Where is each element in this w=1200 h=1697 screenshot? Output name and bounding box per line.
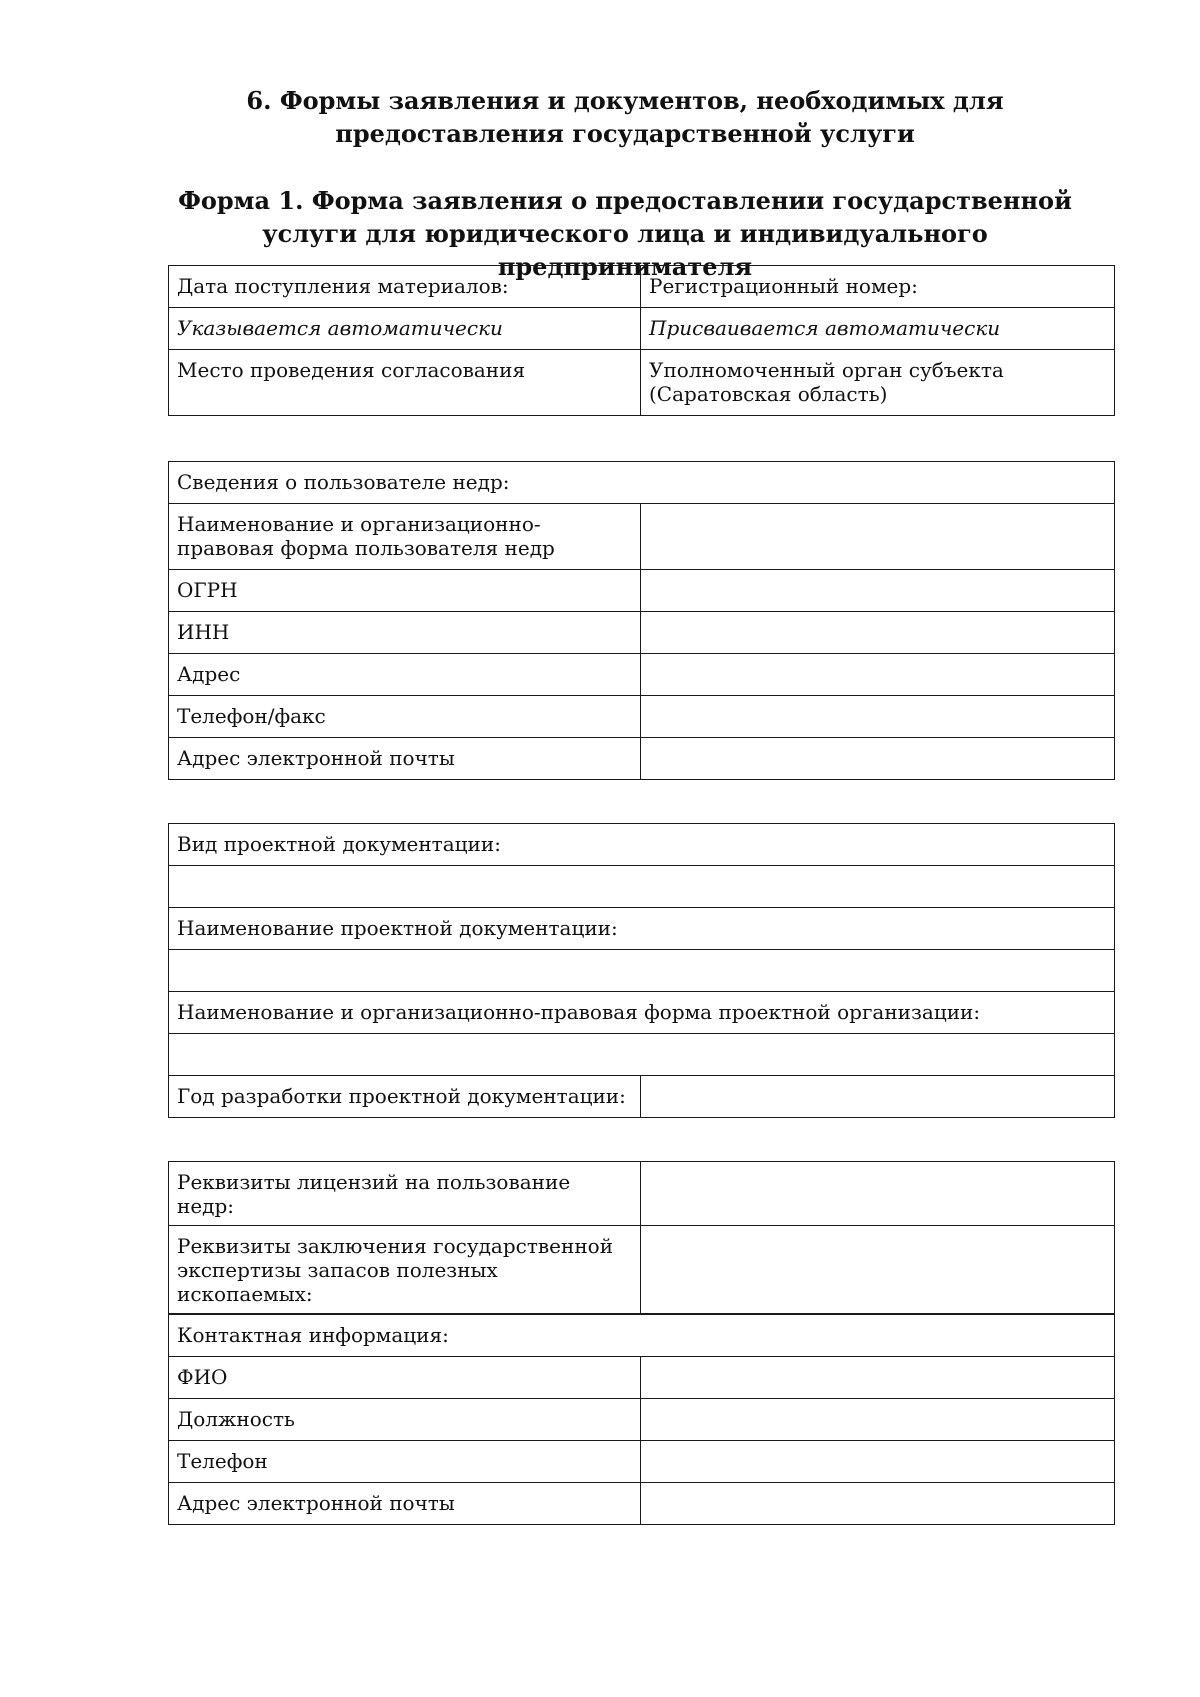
table-row bbox=[169, 1441, 1115, 1483]
org-name-label: Наименование и организационно-правовая форма пользователя недр bbox=[169, 504, 641, 570]
table-row bbox=[169, 1357, 1115, 1399]
full-name-label: ФИО bbox=[169, 1357, 641, 1399]
form-title: Форма 1. Форма заявления о предоставлении государственной услуги для юридического лица и индивидуального предпринимателя bbox=[178, 186, 1072, 281]
table-row bbox=[169, 1483, 1115, 1525]
table-row bbox=[169, 1076, 1115, 1118]
org-name-field[interactable] bbox=[641, 504, 1115, 570]
table-row bbox=[169, 1226, 1115, 1314]
license-details-field[interactable] bbox=[641, 1162, 1115, 1226]
inn-field[interactable] bbox=[641, 612, 1115, 654]
table-row bbox=[169, 308, 1115, 350]
address-label: Адрес bbox=[169, 654, 641, 696]
contact-email-label: Адрес электронной почты bbox=[169, 1483, 641, 1525]
design-org-label: Наименование и организационно-правовая форма проектной организации: bbox=[169, 992, 1115, 1034]
table-row bbox=[169, 266, 1115, 308]
contacts-header: Контактная информация: bbox=[169, 1315, 1115, 1357]
table-row bbox=[169, 992, 1115, 1034]
table-row bbox=[169, 612, 1115, 654]
contact-phone-label: Телефон bbox=[169, 1441, 641, 1483]
phone-fax-field[interactable] bbox=[641, 696, 1115, 738]
expertise-details-label: Реквизиты заключения государственной экспертизы запасов полезных ископаемых: bbox=[169, 1226, 641, 1314]
approval-place-label: Место проведения согласования bbox=[169, 350, 641, 416]
contacts-table bbox=[168, 1314, 1115, 1525]
expertise-details-field[interactable] bbox=[641, 1226, 1115, 1314]
phone-fax-label: Телефон/факс bbox=[169, 696, 641, 738]
project-docs-table bbox=[168, 823, 1115, 1118]
table-row bbox=[169, 654, 1115, 696]
ogrn-label: ОГРН bbox=[169, 570, 641, 612]
table-row bbox=[169, 1034, 1115, 1076]
full-name-field[interactable] bbox=[641, 1357, 1115, 1399]
table-row bbox=[169, 738, 1115, 780]
registration-number-label: Регистрационный номер: bbox=[641, 266, 1115, 308]
table-row bbox=[169, 570, 1115, 612]
doc-type-label: Вид проектной документации: bbox=[169, 824, 1115, 866]
registration-table bbox=[168, 265, 1115, 416]
email-label: Адрес электронной почты bbox=[169, 738, 641, 780]
subsoil-user-header: Сведения о пользователе недр: bbox=[169, 462, 1115, 504]
design-org-field[interactable] bbox=[169, 1034, 1115, 1076]
position-label: Должность bbox=[169, 1399, 641, 1441]
date-received-label: Дата поступления материалов: bbox=[169, 266, 641, 308]
table-row bbox=[169, 950, 1115, 992]
table-row bbox=[169, 350, 1115, 416]
dev-year-label: Год разработки проектной документации: bbox=[169, 1076, 641, 1118]
date-received-value: Указывается автоматически bbox=[169, 308, 641, 350]
table-row bbox=[169, 866, 1115, 908]
doc-name-label: Наименование проектной документации: bbox=[169, 908, 1115, 950]
section-title: 6. Формы заявления и документов, необходимых для предоставления государственной услуги bbox=[246, 86, 1004, 148]
table-row bbox=[169, 504, 1115, 570]
table-row bbox=[169, 462, 1115, 504]
registration-number-value: Присваивается автоматически bbox=[641, 308, 1115, 350]
table-row bbox=[169, 1162, 1115, 1226]
subsoil-user-table bbox=[168, 461, 1115, 780]
inn-label: ИНН bbox=[169, 612, 641, 654]
table-row bbox=[169, 908, 1115, 950]
licenses-table bbox=[168, 1161, 1115, 1314]
position-field[interactable] bbox=[641, 1399, 1115, 1441]
table-row bbox=[169, 1315, 1115, 1357]
email-field[interactable] bbox=[641, 738, 1115, 780]
contact-phone-field[interactable] bbox=[641, 1441, 1115, 1483]
table-row bbox=[169, 696, 1115, 738]
license-details-label: Реквизиты лицензий на пользование недр: bbox=[169, 1162, 641, 1226]
doc-name-field[interactable] bbox=[169, 950, 1115, 992]
dev-year-field[interactable] bbox=[641, 1076, 1115, 1118]
approval-place-value: Уполномоченный орган субъекта (Саратовская область) bbox=[641, 350, 1115, 416]
table-row bbox=[169, 824, 1115, 866]
address-field[interactable] bbox=[641, 654, 1115, 696]
ogrn-field[interactable] bbox=[641, 570, 1115, 612]
contact-email-field[interactable] bbox=[641, 1483, 1115, 1525]
doc-type-field[interactable] bbox=[169, 866, 1115, 908]
table-row bbox=[169, 1399, 1115, 1441]
